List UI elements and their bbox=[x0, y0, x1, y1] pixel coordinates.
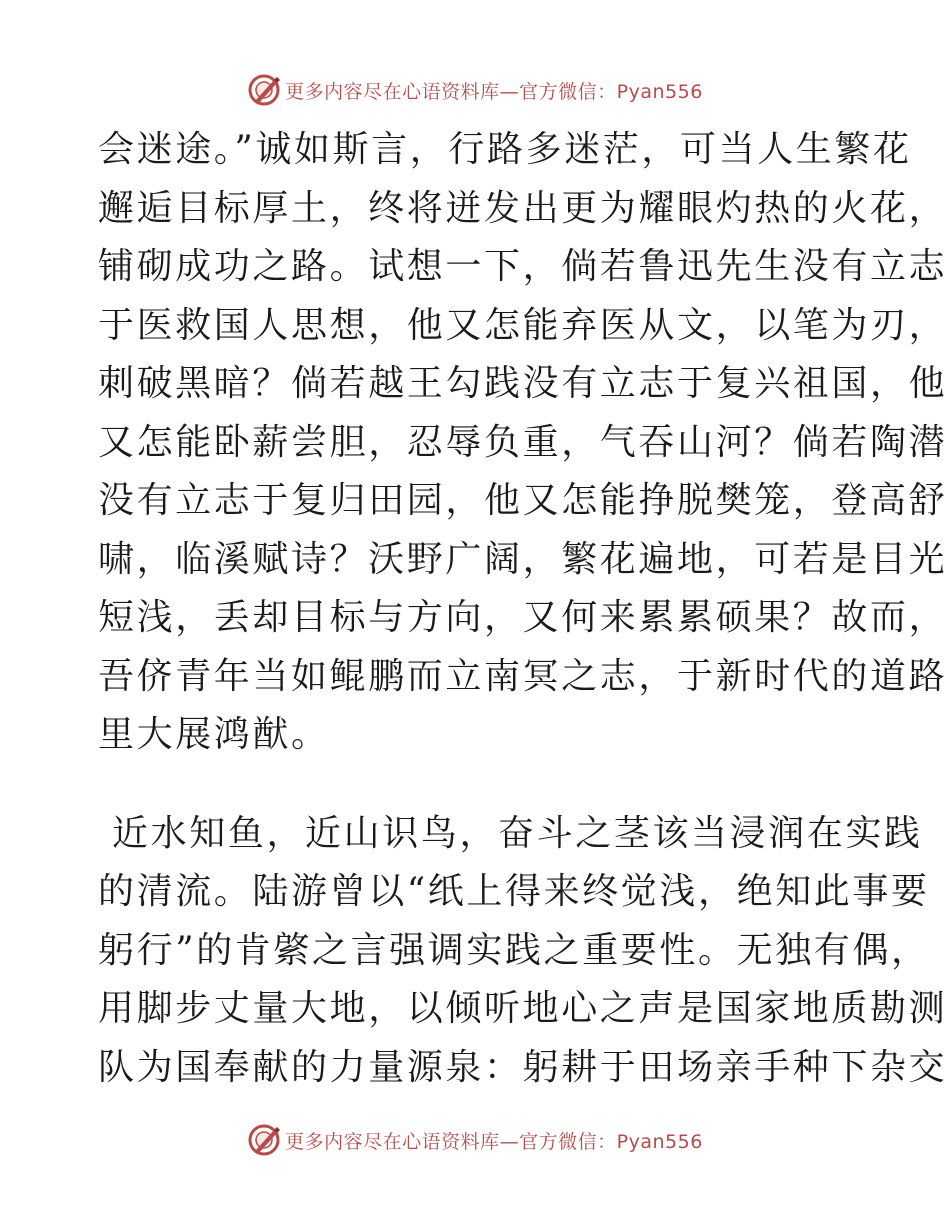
footer-banner-text: 更多内容尽在心语资料库—官方微信：Pyan556 bbox=[285, 1130, 703, 1153]
text-line: 铺砌成功之路。试想一下，倘若鲁迅先生没有立志 bbox=[98, 246, 948, 287]
text-line: 于医救国人思想，他又怎能弃医从文，以笔为刃， bbox=[98, 304, 948, 346]
text-line: 啸，临溪赋诗？沃野广阔，繁花遍地，可若是目光 bbox=[98, 538, 948, 580]
footer-banner bbox=[0, 1120, 950, 1160]
paragraph-1 bbox=[98, 121, 948, 765]
text-line: 近水知鱼，近山识鸟，奋斗之茎该当浸润在实践 bbox=[98, 812, 923, 854]
pen-logo-icon bbox=[247, 73, 281, 107]
text-line: 短浅，丢却目标与方向，又何来累累硕果？故而， bbox=[98, 597, 948, 638]
text-line: 又怎能卧薪尝胆，忍辱负重，气吞山河？倘若陶潜 bbox=[98, 421, 948, 463]
pen-logo-icon bbox=[247, 1123, 281, 1157]
text-line: 里大展鸿猷。 bbox=[98, 714, 330, 755]
header-banner-text: 更多内容尽在心语资料库—官方微信：Pyan556 bbox=[285, 80, 703, 103]
document-body bbox=[98, 121, 948, 1097]
text-line: 的清流。陆游曾以“纸上得来终觉浅，绝知此事要 bbox=[98, 871, 930, 912]
text-line: 邂逅目标厚土，终将迸发出更为耀眼灼热的火花， bbox=[98, 187, 948, 229]
text-line: 用脚步丈量大地，以倾听地心之声是国家地质勘测 bbox=[98, 988, 948, 1029]
paragraph-2 bbox=[98, 805, 948, 1098]
header-banner bbox=[0, 70, 950, 110]
text-line: 刺破黑暗？倘若越王勾践没有立志于复兴祖国，他 bbox=[98, 363, 948, 404]
text-line: 会迷途。”诚如斯言，行路多迷茫，可当人生繁花 bbox=[98, 129, 912, 170]
text-line: 吾侪青年当如鲲鹏而立南冥之志，于新时代的道路 bbox=[98, 655, 948, 697]
text-line: 躬行”的肯綮之言强调实践之重要性。无独有偶， bbox=[98, 929, 930, 971]
text-line: 队为国奉献的力量源泉：躬耕于田场亲手种下杂交 bbox=[98, 1046, 948, 1088]
text-line: 没有立志于复归田园，他又怎能挣脱樊笼，登高舒 bbox=[98, 480, 948, 521]
